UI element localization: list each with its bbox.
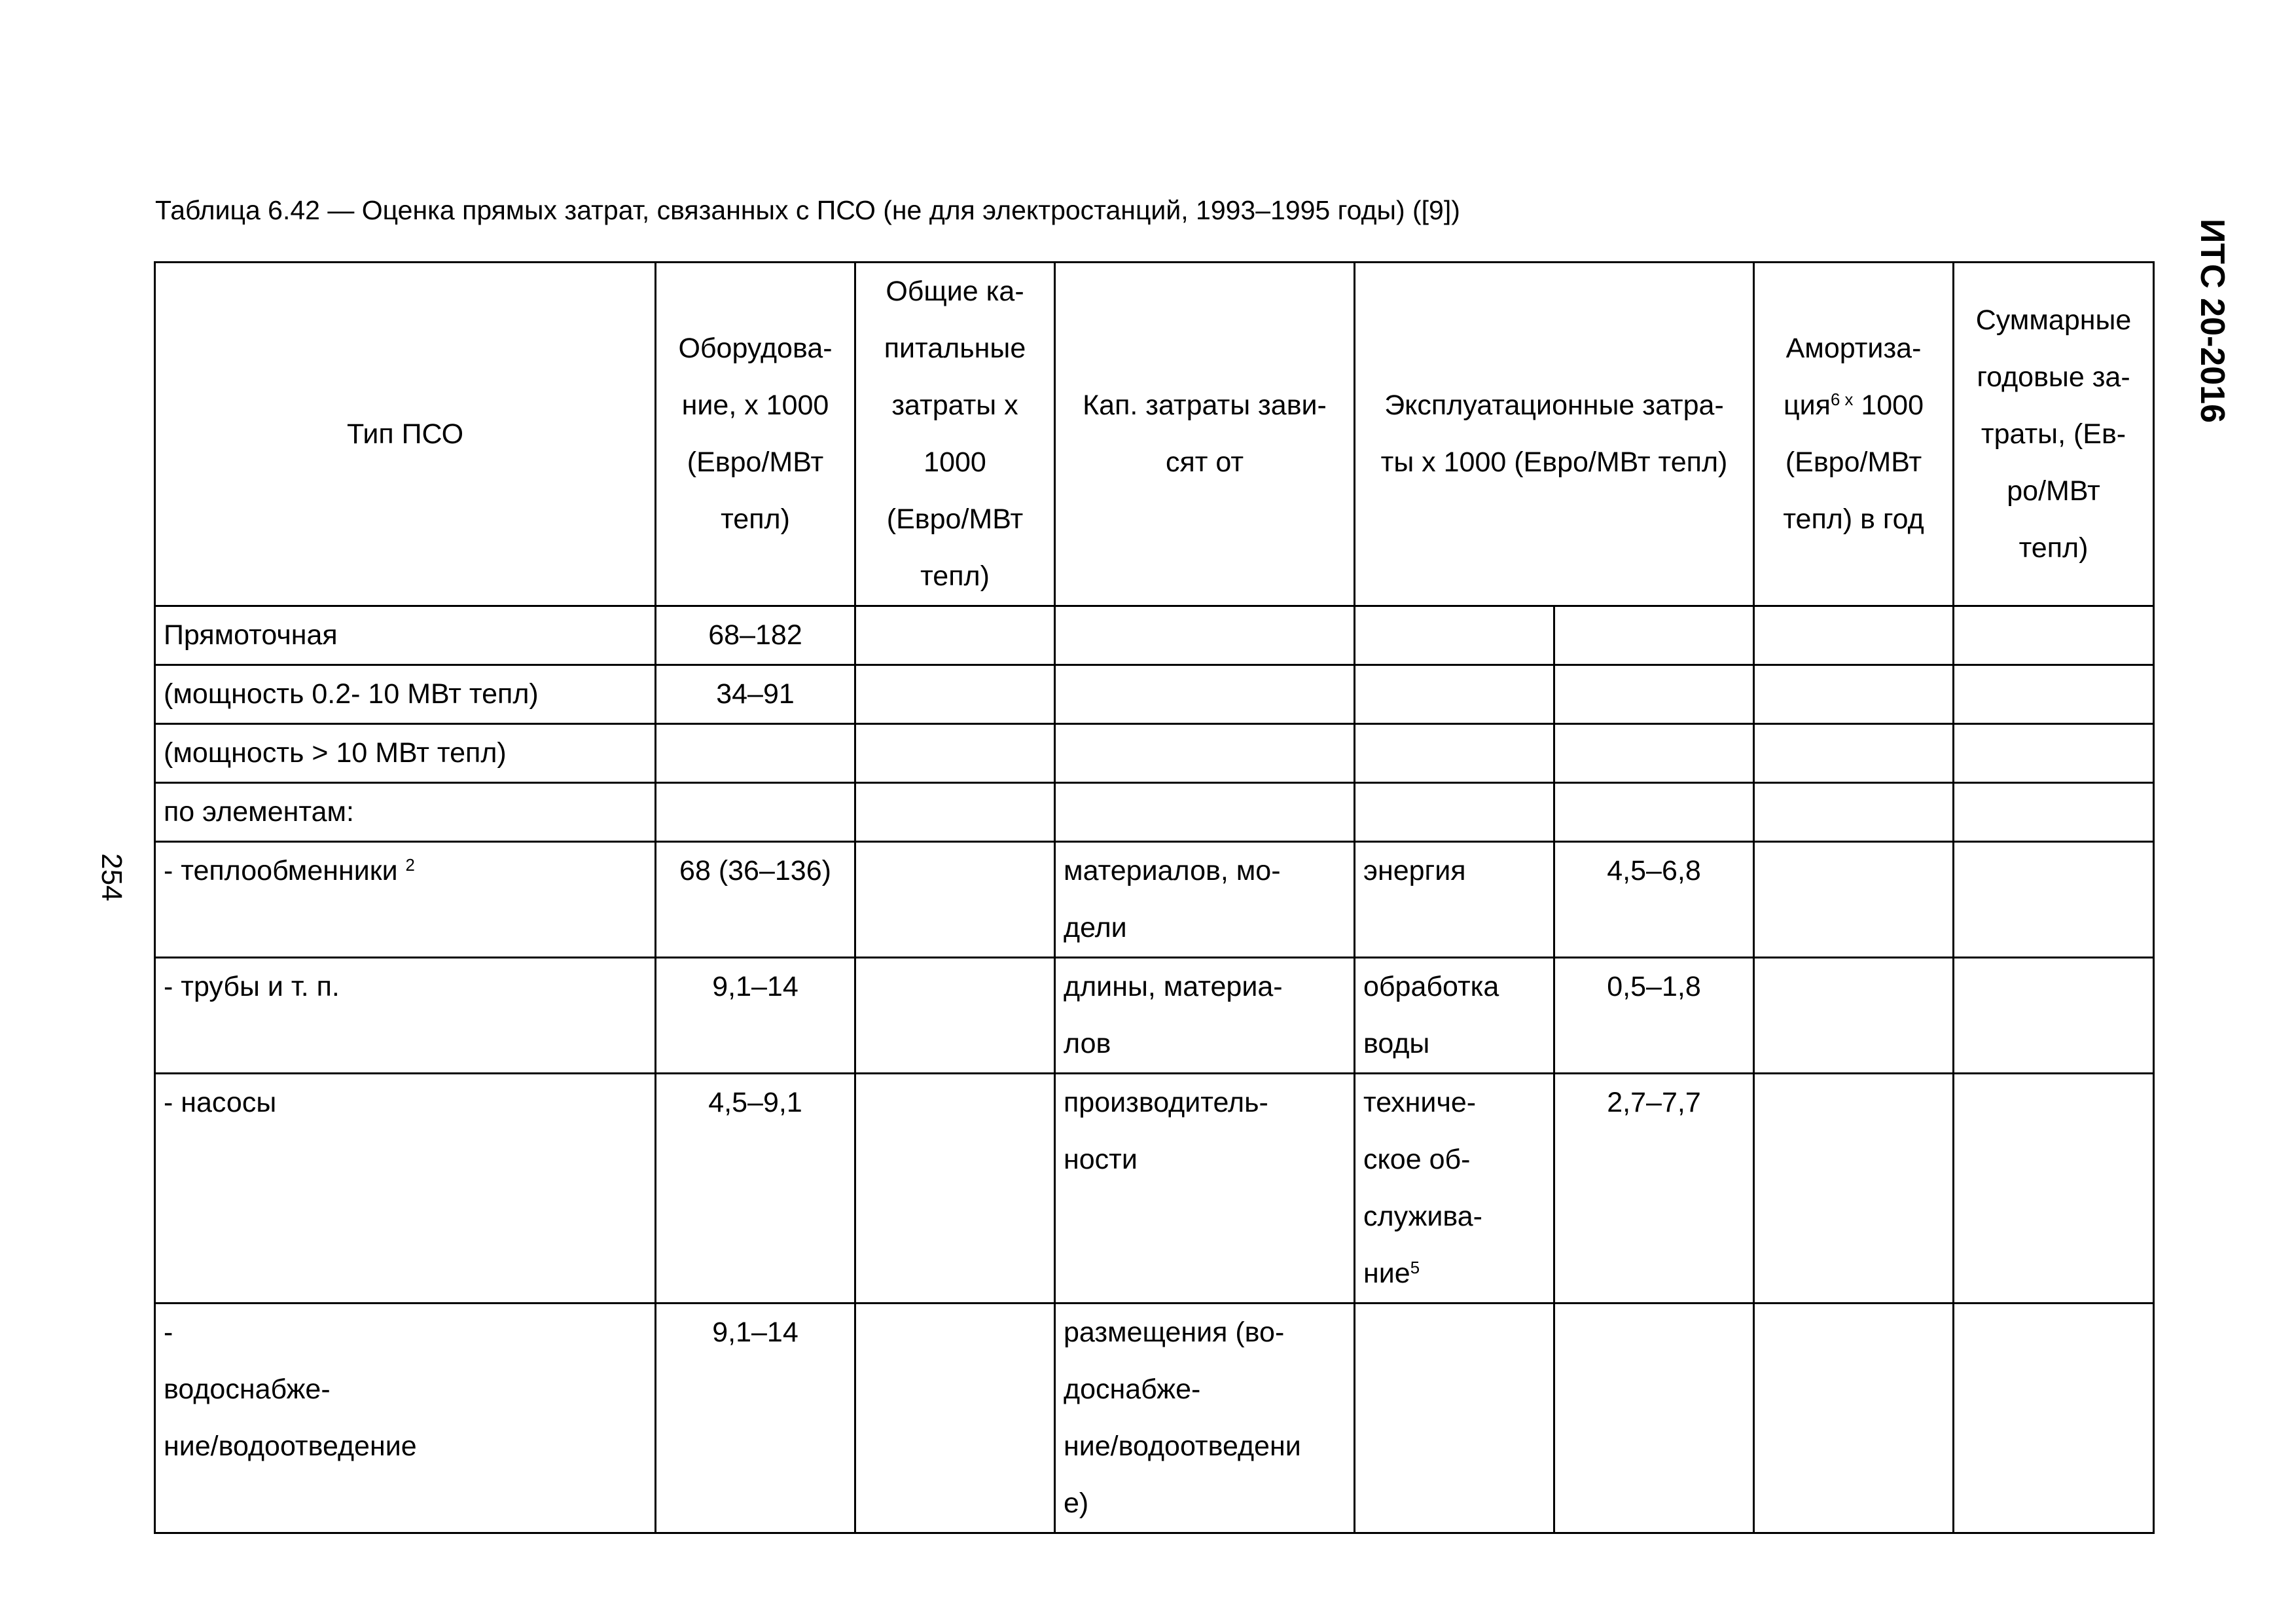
cell-capital	[855, 1074, 1055, 1304]
cell-op-item-footnote: 5	[1410, 1258, 1420, 1277]
cell-total	[1954, 724, 2154, 783]
cell-amortization	[1754, 783, 1954, 842]
cell-equipment	[656, 724, 855, 783]
cell-op-item	[1355, 783, 1554, 842]
document-code-header	[2193, 216, 2232, 426]
cell-op-item	[1355, 606, 1554, 665]
cell-type: - теплообменники $^2$	[155, 842, 656, 958]
cell-op-item	[1355, 1304, 1554, 1533]
table-row	[155, 842, 2154, 958]
table-row	[155, 1304, 2154, 1533]
cell-cap-depends	[1055, 665, 1355, 724]
page-number-text: 254	[96, 853, 128, 902]
cell-op-value: 0,5–1,8	[1554, 958, 1754, 1074]
cell-total	[1954, 842, 2154, 958]
cell-type: Прямоточная	[155, 606, 656, 665]
cell-op-value: 2,7–7,7	[1554, 1074, 1754, 1304]
cell-total	[1954, 783, 2154, 842]
cell-type: (мощность > 10 МВт тепл)	[155, 724, 656, 783]
cell-op-value	[1554, 724, 1754, 783]
cell-type: - трубы и т. п.	[155, 958, 656, 1074]
cell-op-value	[1554, 783, 1754, 842]
cell-equipment: 9,1–14	[656, 958, 855, 1074]
cell-capital	[855, 958, 1055, 1074]
cell-amortization	[1754, 958, 1954, 1074]
cell-op-value	[1554, 665, 1754, 724]
cell-cap-depends	[1055, 724, 1355, 783]
cell-cap-depends	[1055, 783, 1355, 842]
cell-capital	[855, 724, 1055, 783]
cell-amortization	[1754, 1304, 1954, 1533]
page-number	[92, 838, 131, 917]
header-equipment: Оборудова- ние, х 1000 (Евро/МВт тепл)	[656, 263, 855, 606]
cell-op-item: техниче- ское об- служива- ние$^5$	[1355, 1074, 1554, 1304]
cell-equipment: 68 (36–136)	[656, 842, 855, 958]
cell-cap-depends: материалов, мо- дели	[1055, 842, 1355, 958]
cell-total	[1954, 1074, 2154, 1304]
cell-type: - насосы	[155, 1074, 656, 1304]
cell-amortization	[1754, 842, 1954, 958]
table-row	[155, 958, 2154, 1074]
cell-capital	[855, 783, 1055, 842]
cell-total	[1954, 665, 2154, 724]
table-caption: Таблица 6.42 — Оценка прямых затрат, связанных с ПСО (не для электростанций, 1993–1995 годы) ([9])	[155, 195, 1460, 225]
cost-table	[154, 261, 2155, 1534]
cell-equipment: 4,5–9,1	[656, 1074, 855, 1304]
cell-cap-depends	[1055, 606, 1355, 665]
cell-amortization	[1754, 606, 1954, 665]
document-code-text: ИТС 20-2016	[2193, 219, 2231, 423]
table-row	[155, 665, 2154, 724]
cell-cap-depends: размещения (во- доснабже- ние/водоотведени е)	[1055, 1304, 1355, 1533]
cell-amortization	[1754, 1074, 1954, 1304]
cell-op-value: 4,5–6,8	[1554, 842, 1754, 958]
cell-op-value	[1554, 1304, 1754, 1533]
cell-op-item: обработка воды	[1355, 958, 1554, 1074]
cell-capital	[855, 1304, 1055, 1533]
table-row	[155, 606, 2154, 665]
cell-type: - водоснабже- ние/водоотведение	[155, 1304, 656, 1533]
cell-amortization	[1754, 724, 1954, 783]
cell-capital	[855, 665, 1055, 724]
cell-cap-depends: длины, материа- лов	[1055, 958, 1355, 1074]
header-row	[155, 263, 2154, 606]
cell-equipment: 34–91	[656, 665, 855, 724]
cell-type: (мощность 0.2- 10 МВт тепл)	[155, 665, 656, 724]
cell-total	[1954, 606, 2154, 665]
header-total: Суммарные годовые за- траты, (Ев- ро/МВт тепл)	[1954, 263, 2154, 606]
cell-op-item	[1355, 724, 1554, 783]
cell-total	[1954, 958, 2154, 1074]
cell-op-value	[1554, 606, 1754, 665]
header-amortization: Амортиза- ция$^{6 х}$ 1000 (Евро/МВт тепл) в год	[1754, 263, 1954, 606]
cell-type: по элементам:	[155, 783, 656, 842]
header-operating: Эксплуатационные затра- ты х 1000 (Евро/МВт тепл)	[1355, 263, 1754, 606]
cell-capital	[855, 842, 1055, 958]
header-type: Тип ПСО	[155, 263, 656, 606]
cell-op-item	[1355, 665, 1554, 724]
cell-amortization	[1754, 665, 1954, 724]
cell-capital	[855, 606, 1055, 665]
cell-type-footnote: 2	[405, 856, 415, 875]
cell-equipment	[656, 783, 855, 842]
table-row	[155, 724, 2154, 783]
header-cap-depends: Кап. затраты зави- сят от	[1055, 263, 1355, 606]
cell-total	[1954, 1304, 2154, 1533]
cell-op-item: энергия	[1355, 842, 1554, 958]
cell-cap-depends: производитель- ности	[1055, 1074, 1355, 1304]
cell-equipment: 9,1–14	[656, 1304, 855, 1533]
cell-equipment: 68–182	[656, 606, 855, 665]
table-row	[155, 1074, 2154, 1304]
table-row	[155, 783, 2154, 842]
header-capital: Общие ка- питальные затраты х 1000 (Евро/МВт тепл)	[855, 263, 1055, 606]
header-amortization-sup: 6 х	[1830, 390, 1854, 409]
